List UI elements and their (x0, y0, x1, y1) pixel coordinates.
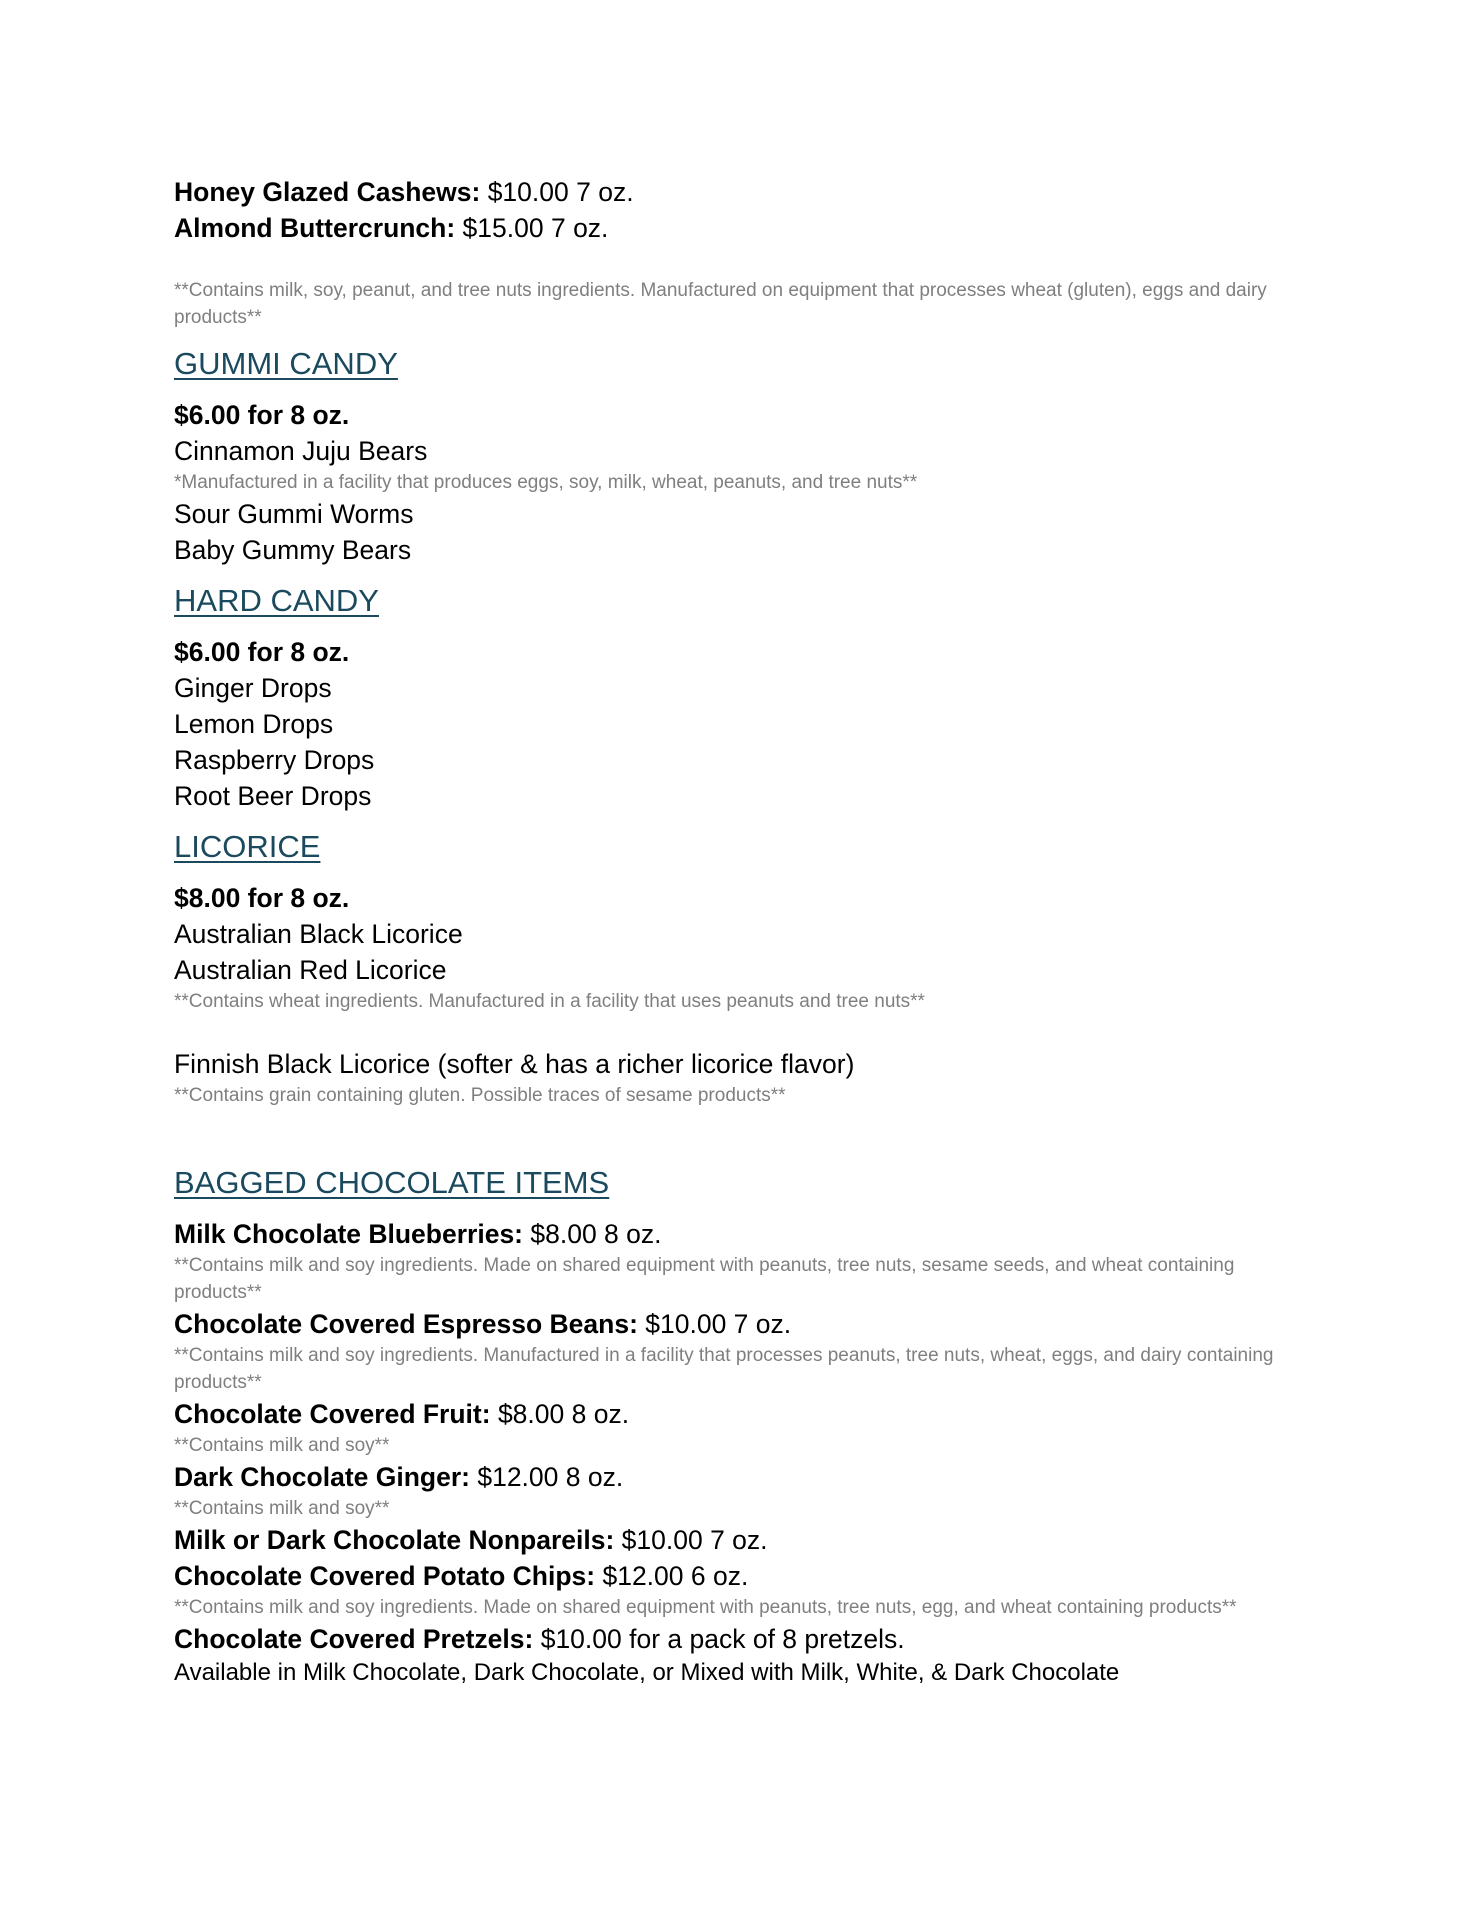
list-item: Australian Black Licorice (174, 919, 463, 949)
list-item: Baby Gummy Bears (174, 535, 412, 565)
allergen-note: **Contains wheat ingredients. Manufactured in a facility that uses peanuts and tree nuts** (174, 991, 925, 1012)
list-item: Lemon Drops (174, 709, 334, 739)
allergen-note: **Contains grain containing gluten. Possible traces of sesame products** (174, 1085, 786, 1106)
product-price: $8.00 8 oz. (490, 1399, 630, 1429)
product-name: Milk Chocolate Blueberries: (174, 1219, 524, 1249)
product-name: Chocolate Covered Espresso Beans: (174, 1309, 638, 1339)
allergen-note: **Contains milk and soy** (174, 1435, 390, 1456)
product-name: Chocolate Covered Potato Chips: (174, 1561, 596, 1591)
product-line (174, 1216, 1314, 1252)
product-price: $12.00 8 oz. (469, 1462, 624, 1492)
product-name: Milk or Dark Chocolate Nonpareils: (174, 1525, 615, 1555)
list-item: Finnish Black Licorice (softer & has a richer licorice flavor) (174, 1049, 855, 1079)
list-item: Cinnamon Juju Bears (174, 436, 428, 466)
product-line-cashews (174, 174, 1314, 210)
list-item: Sour Gummi Worms (174, 499, 414, 529)
product-line (174, 1522, 1314, 1558)
section-price: $6.00 for 8 oz. (174, 400, 350, 430)
section-price: $6.00 for 8 oz. (174, 637, 350, 667)
product-line (174, 1621, 1314, 1657)
section-heading-gummi: GUMMI CANDY (174, 346, 398, 381)
product-price: $15.00 7 oz. (455, 213, 609, 243)
product-name: Honey Glazed Cashews: (174, 177, 481, 207)
allergen-note: **Contains milk and soy ingredients. Made on shared equipment with peanuts, tree nuts, sesame seeds, and wheat containing products** (174, 1255, 1235, 1303)
section-heading-licorice: LICORICE (174, 829, 321, 864)
product-line (174, 1306, 1314, 1342)
section-heading-hard: HARD CANDY (174, 583, 379, 618)
allergen-note: **Contains milk and soy** (174, 1498, 390, 1519)
product-price: $10.00 7 oz. (637, 1309, 792, 1339)
product-line (174, 1558, 1314, 1594)
pretzel-options: Available in Milk Chocolate, Dark Chocolate, or Mixed with Milk, White, & Dark Chocolate (174, 1659, 1120, 1686)
section-price: $8.00 for 8 oz. (174, 883, 350, 913)
product-name: Chocolate Covered Pretzels: (174, 1624, 534, 1654)
list-item: Ginger Drops (174, 673, 332, 703)
product-name: Dark Chocolate Ginger: (174, 1462, 470, 1492)
allergen-note: **Contains milk, soy, peanut, and tree nuts ingredients. Manufactured on equipment that processes wheat (gluten), eggs and dairy products** (174, 280, 1267, 328)
list-item: Australian Red Licorice (174, 955, 447, 985)
document-page (174, 174, 1314, 1689)
product-price: $10.00 for a pack of 8 pretzels. (533, 1624, 905, 1654)
allergen-note: *Manufactured in a facility that produces eggs, soy, milk, wheat, peanuts, and tree nuts** (174, 472, 918, 493)
allergen-note: **Contains milk and soy ingredients. Manufactured in a facility that processes peanuts, tree nuts, wheat, eggs, and dairy containing products** (174, 1345, 1274, 1393)
list-item: Raspberry Drops (174, 745, 375, 775)
product-line-almond (174, 210, 1314, 246)
product-line (174, 1459, 1314, 1495)
list-item: Root Beer Drops (174, 781, 372, 811)
section-heading-chocolate: BAGGED CHOCOLATE ITEMS (174, 1165, 610, 1200)
product-line (174, 1396, 1314, 1432)
product-price: $10.00 7 oz. (480, 177, 634, 207)
product-name: Almond Buttercrunch: (174, 213, 456, 243)
product-name: Chocolate Covered Fruit: (174, 1399, 491, 1429)
product-price: $12.00 6 oz. (595, 1561, 749, 1591)
allergen-note: **Contains milk and soy ingredients. Made on shared equipment with peanuts, tree nuts, egg, and wheat containing products** (174, 1597, 1237, 1618)
product-price: $10.00 7 oz. (614, 1525, 768, 1555)
product-price: $8.00 8 oz. (523, 1219, 662, 1249)
